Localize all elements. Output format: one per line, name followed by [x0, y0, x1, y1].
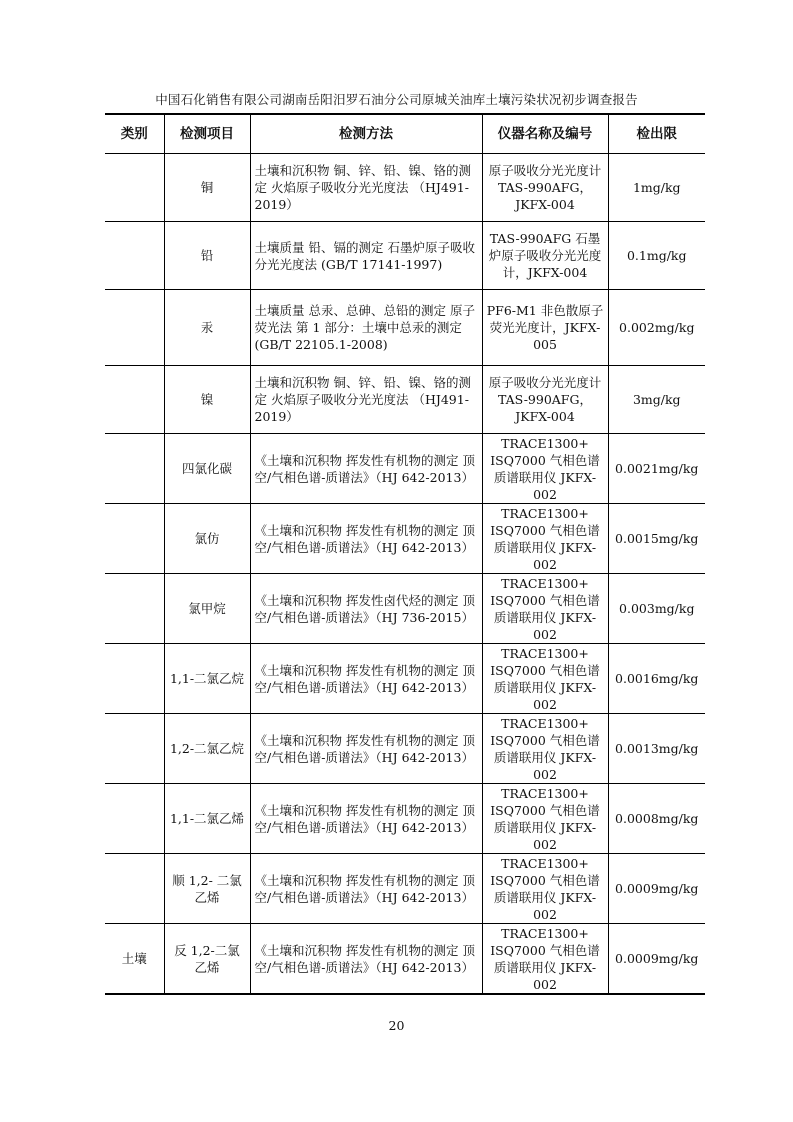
instrument-cell: TRACE1300+ ISQ7000 气相色谱质谱联用仪 JKFX-002	[482, 854, 608, 924]
method-cell: 土壤质量 总汞、总砷、总铅的测定 原子荧光法 第 1 部分：土壤中总汞的测定(GB/T 22105.1-2008)	[250, 290, 482, 366]
item-cell: 铅	[164, 222, 250, 290]
category-cell	[105, 154, 164, 222]
table-row	[105, 154, 705, 222]
category-cell	[105, 784, 164, 854]
table-row	[105, 222, 705, 290]
method-cell: 《土壤和沉积物 挥发性有机物的测定 顶空/气相色谱-质谱法》（HJ 642-2013）	[250, 924, 482, 995]
item-cell: 铜	[164, 154, 250, 222]
table-row	[105, 714, 705, 784]
limit-cell: 0.0008mg/kg	[608, 784, 705, 854]
table-row	[105, 366, 705, 434]
column-header-method: 检测方法	[250, 114, 482, 154]
item-cell: 1,1-二氯乙烯	[164, 784, 250, 854]
instrument-cell: TRACE1300+ ISQ7000 气相色谱质谱联用仪 JKFX-002	[482, 644, 608, 714]
table-row	[105, 574, 705, 644]
limit-cell: 0.0016mg/kg	[608, 644, 705, 714]
limit-cell: 0.0009mg/kg	[608, 924, 705, 995]
instrument-cell: TRACE1300+ ISQ7000 气相色谱质谱联用仪 JKFX-002	[482, 714, 608, 784]
item-cell: 氯甲烷	[164, 574, 250, 644]
column-header-category: 类别	[105, 114, 164, 154]
item-cell: 四氯化碳	[164, 434, 250, 504]
method-cell: 《土壤和沉积物 挥发性卤代烃的测定 顶空/气相色谱-质谱法》（HJ 736-2015）	[250, 574, 482, 644]
method-cell: 土壤质量 铅、镉的测定 石墨炉原子吸收分光光度法 (GB/T 17141-1997)	[250, 222, 482, 290]
item-cell: 汞	[164, 290, 250, 366]
limit-cell: 0.0013mg/kg	[608, 714, 705, 784]
column-header-limit: 检出限	[608, 114, 705, 154]
item-cell: 顺 1,2- 二氯乙烯	[164, 854, 250, 924]
table-row	[105, 290, 705, 366]
category-cell	[105, 854, 164, 924]
limit-cell: 1mg/kg	[608, 154, 705, 222]
category-cell	[105, 222, 164, 290]
item-cell: 1,2-二氯乙烷	[164, 714, 250, 784]
instrument-cell: 原子吸收分光光度计 TAS-990AFG，JKFX-004	[482, 366, 608, 434]
table-row	[105, 784, 705, 854]
limit-cell: 3mg/kg	[608, 366, 705, 434]
method-cell: 土壤和沉积物 铜、锌、铅、镍、铬的测定 火焰原子吸收分光光度法 （HJ491-2019）	[250, 154, 482, 222]
instrument-cell: PF6-M1 非色散原子荧光光度计，JKFX-005	[482, 290, 608, 366]
limit-cell: 0.003mg/kg	[608, 574, 705, 644]
category-cell: 土壤	[105, 924, 164, 995]
category-cell	[105, 290, 164, 366]
category-cell	[105, 714, 164, 784]
instrument-cell: TRACE1300+ ISQ7000 气相色谱质谱联用仪 JKFX-002	[482, 784, 608, 854]
method-cell: 《土壤和沉积物 挥发性有机物的测定 顶空/气相色谱-质谱法》（HJ 642-2013）	[250, 644, 482, 714]
table-header-row	[105, 114, 705, 154]
item-cell: 反 1,2-二氯乙烯	[164, 924, 250, 995]
table-row	[105, 854, 705, 924]
method-cell: 《土壤和沉积物 挥发性有机物的测定 顶空/气相色谱-质谱法》（HJ 642-2013）	[250, 784, 482, 854]
column-header-instrument: 仪器名称及编号	[482, 114, 608, 154]
instrument-cell: 原子吸收分光光度计 TAS-990AFG，JKFX-004	[482, 154, 608, 222]
method-cell: 《土壤和沉积物 挥发性有机物的测定 顶空/气相色谱-质谱法》（HJ 642-2013）	[250, 434, 482, 504]
item-cell: 氯仿	[164, 504, 250, 574]
instrument-cell: TRACE1300+ ISQ7000 气相色谱质谱联用仪 JKFX-002	[482, 434, 608, 504]
table-row	[105, 434, 705, 504]
category-cell	[105, 644, 164, 714]
detection-methods-table	[105, 113, 705, 995]
category-cell	[105, 366, 164, 434]
limit-cell: 0.002mg/kg	[608, 290, 705, 366]
table-row	[105, 924, 705, 995]
method-cell: 土壤和沉积物 铜、锌、铅、镍、铬的测定 火焰原子吸收分光光度法 （HJ491-2019）	[250, 366, 482, 434]
method-cell: 《土壤和沉积物 挥发性有机物的测定 顶空/气相色谱-质谱法》（HJ 642-2013）	[250, 714, 482, 784]
column-header-item: 检测项目	[164, 114, 250, 154]
limit-cell: 0.1mg/kg	[608, 222, 705, 290]
method-cell: 《土壤和沉积物 挥发性有机物的测定 顶空/气相色谱-质谱法》（HJ 642-2013）	[250, 854, 482, 924]
limit-cell: 0.0015mg/kg	[608, 504, 705, 574]
category-cell	[105, 504, 164, 574]
table-row	[105, 504, 705, 574]
category-cell	[105, 574, 164, 644]
instrument-cell: TAS-990AFG 石墨炉原子吸收分光光度计，JKFX-004	[482, 222, 608, 290]
item-cell: 镍	[164, 366, 250, 434]
instrument-cell: TRACE1300+ ISQ7000 气相色谱质谱联用仪 JKFX-002	[482, 504, 608, 574]
running-header: 中国石化销售有限公司湖南岳阳汨罗石油分公司原城关油库土壤污染状况初步调查报告	[155, 92, 638, 107]
instrument-cell: TRACE1300+ ISQ7000 气相色谱质谱联用仪 JKFX-002	[482, 574, 608, 644]
category-cell	[105, 434, 164, 504]
table-row	[105, 644, 705, 714]
instrument-cell: TRACE1300+ ISQ7000 气相色谱质谱联用仪 JKFX-002	[482, 924, 608, 995]
limit-cell: 0.0021mg/kg	[608, 434, 705, 504]
method-cell: 《土壤和沉积物 挥发性有机物的测定 顶空/气相色谱-质谱法》（HJ 642-2013）	[250, 504, 482, 574]
page-number: 20	[388, 1018, 405, 1033]
limit-cell: 0.0009mg/kg	[608, 854, 705, 924]
item-cell: 1,1-二氯乙烷	[164, 644, 250, 714]
